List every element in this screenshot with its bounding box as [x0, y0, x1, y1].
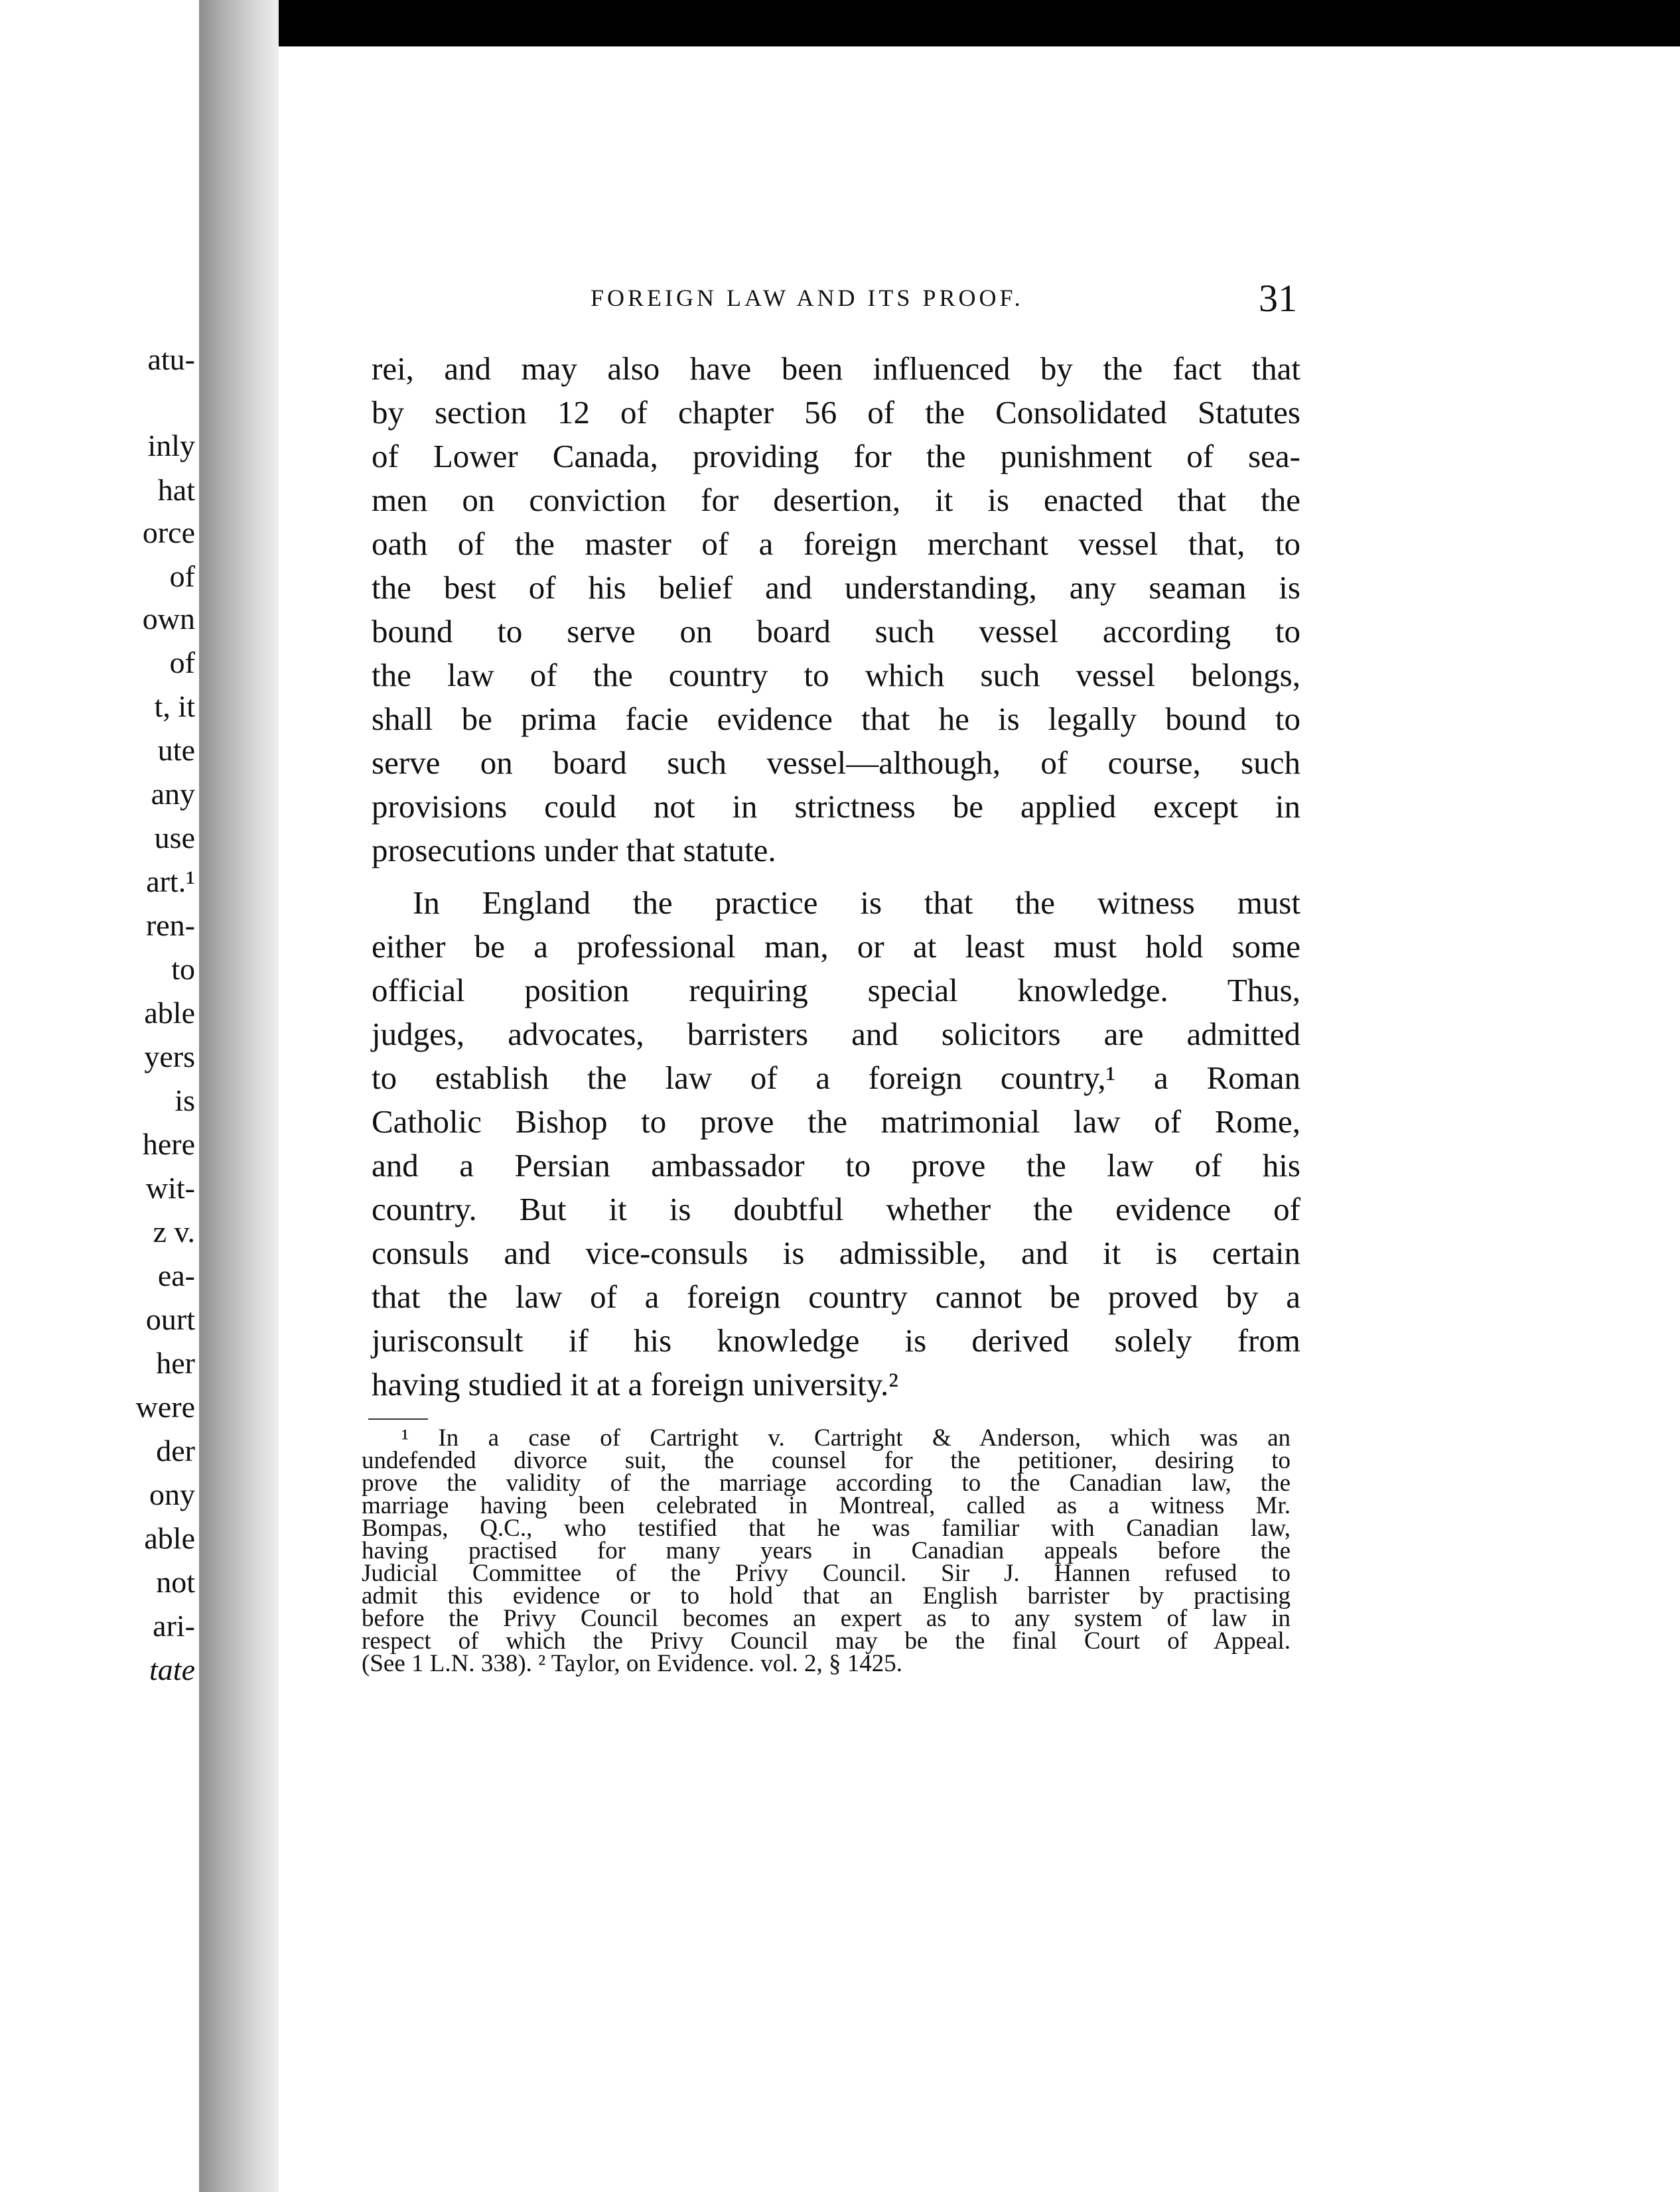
left-fragment: art.¹ [146, 864, 195, 898]
running-head [591, 277, 1297, 321]
body-line: either be a professional man, or at least must hold some [372, 928, 1300, 965]
footnote-line: ¹ In a case of Cartright v. Cartright & Anderson, which was an [401, 1424, 1291, 1452]
running-title: FOREIGN LAW AND ITS PROOF. [591, 285, 1024, 311]
footnote-line: prove the validity of the marriage according to the Canadian law, the [362, 1470, 1291, 1497]
body-line: men on conviction for desertion, it is enacted that the [372, 482, 1300, 518]
body-line: by section 12 of chapter 56 of the Consolidated Statutes [372, 394, 1300, 431]
left-fragment: any [151, 777, 195, 811]
left-fragment: her [156, 1346, 195, 1380]
left-fragment: ari- [153, 1609, 195, 1643]
body-line: shall be prima facie evidence that he is legally bound to [372, 701, 1300, 737]
body-line: serve on board such vessel—although, of course, such [372, 744, 1300, 781]
body-line: country. But it is doubtful whether the evidence of [372, 1191, 1300, 1227]
left-fragment: z v. [153, 1215, 195, 1249]
body-line: judges, advocates, barristers and solicitors are admitted [372, 1016, 1300, 1052]
body-line: bound to serve on board such vessel according to [372, 613, 1300, 650]
left-fragment: able [144, 996, 195, 1030]
left-fragment: der [156, 1434, 195, 1468]
left-fragment: ren- [145, 908, 195, 942]
left-fragment: ourt [145, 1302, 195, 1336]
footnote-line: undefended divorce suit, the counsel for the petitioner, desiring to [362, 1447, 1291, 1474]
footnote-rule [368, 1418, 428, 1420]
body-line: to establish the law of a foreign country,¹ a Roman [372, 1060, 1300, 1096]
left-fragment: hat [157, 473, 195, 507]
left-fragment: atu- [147, 342, 195, 376]
body-line: Catholic Bishop to prove the matrimonial law of Rome, [372, 1103, 1300, 1140]
body-line: In England the practice is that the witness must [413, 884, 1300, 921]
left-fragment: ea- [157, 1259, 195, 1292]
body-line: that the law of a foreign country cannot be proved by a [372, 1278, 1300, 1315]
footnote-line: having practised for many years in Canadian appeals before the [362, 1537, 1291, 1564]
left-fragment: t, it [154, 689, 195, 723]
body-line: having studied it at a foreign university.² [372, 1366, 898, 1403]
left-fragment: wit- [145, 1171, 195, 1205]
body-line: of Lower Canada, providing for the punishment of sea- [372, 438, 1300, 474]
left-fragment: of [169, 559, 195, 593]
left-fragment: ony [149, 1477, 195, 1511]
body-line: provisions could not in strictness be applied except in [372, 788, 1300, 825]
left-fragment: own [142, 602, 195, 636]
left-fragment: to [171, 952, 195, 986]
footnote-line: admit this evidence or to hold that an English barrister by practising [362, 1582, 1291, 1610]
body-line: the best of his belief and understanding, any seaman is [372, 569, 1300, 606]
left-fragment: were [135, 1390, 195, 1424]
left-page-edge [0, 0, 200, 2192]
body-line: consuls and vice-consuls is admissible, and it is certain [372, 1235, 1300, 1271]
left-fragment: able [144, 1521, 195, 1555]
left-fragment: orce [142, 515, 195, 549]
left-fragment: ute [157, 733, 195, 767]
left-fragment: tate [149, 1653, 195, 1686]
footnote-line: Bompas, Q.C., who testified that he was familiar with Canadian law, [362, 1515, 1291, 1542]
body-line: rei, and may also have been influenced by the fact that [372, 350, 1300, 387]
body-line: and a Persian ambassador to prove the law of his [372, 1147, 1300, 1184]
left-fragment: is [175, 1083, 195, 1117]
footnote-line: marriage having been celebrated in Montreal, called as a witness Mr. [362, 1492, 1291, 1519]
book-gutter [199, 0, 279, 2192]
left-fragment: here [142, 1127, 195, 1161]
left-fragment: use [154, 821, 195, 855]
left-fragment: of [169, 646, 195, 679]
body-line: oath of the master of a foreign merchant vessel that, to [372, 525, 1300, 562]
footnote-line: respect of which the Privy Council may be the final Court of Appeal. [362, 1627, 1291, 1655]
body-line: jurisconsult if his knowledge is derived solely from [372, 1322, 1300, 1359]
left-fragment: yers [144, 1040, 195, 1073]
body-line: the law of the country to which such vessel belongs, [372, 657, 1300, 693]
footnote-line: (See 1 L.N. 338). ² Taylor, on Evidence. vol. 2, § 1425. [362, 1650, 903, 1677]
body-line: prosecutions under that statute. [372, 832, 776, 868]
page-number: 31 [1259, 277, 1297, 320]
footnote-line: before the Privy Council becomes an expert as to any system of law in [362, 1605, 1291, 1632]
footnote-line: Judicial Committee of the Privy Council. Sir J. Hannen refused to [362, 1560, 1291, 1587]
body-line: official position requiring special knowledge. Thus, [372, 972, 1300, 1008]
left-fragment: not [156, 1565, 195, 1599]
left-fragment: inly [147, 429, 195, 462]
